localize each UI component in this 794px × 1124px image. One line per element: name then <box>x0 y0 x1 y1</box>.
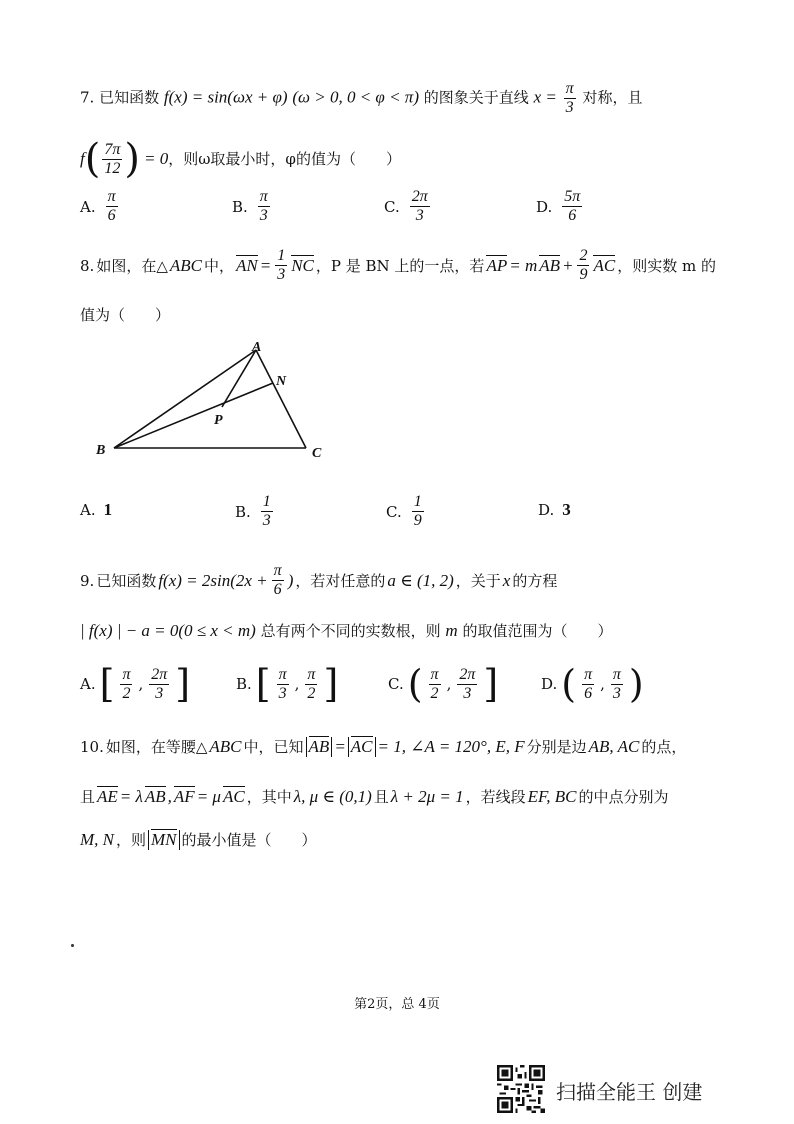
q9-option-a[interactable] <box>80 662 191 706</box>
label-a: A <box>252 340 262 355</box>
q9-option-a-n2: 2π <box>151 665 168 683</box>
q9-option-c-frac1 <box>429 666 441 703</box>
q9-option-d-frac2 <box>611 666 623 703</box>
q9-text-f: 的取值范围为（ ） <box>462 622 613 640</box>
q8-line-2 <box>80 305 170 325</box>
q8-option-c-letter: C. <box>386 502 402 521</box>
q9-option-d-n1: π <box>584 665 593 683</box>
q9-option-a-letter: A. <box>80 675 96 693</box>
q9-option-d-comma: , <box>600 675 605 693</box>
q9-frac-den: 6 <box>273 581 282 598</box>
q7-option-a-den: 6 <box>107 207 116 224</box>
q7-axis-den: 3 <box>565 99 574 116</box>
q7-option-a[interactable] <box>80 188 120 225</box>
q7-option-c-frac <box>410 188 430 225</box>
q9-text-c: ，关于 <box>455 571 501 590</box>
q10-text-i: 的中点分别为 <box>578 788 669 806</box>
q8-text-d: ，则实数 m 的 <box>617 256 716 275</box>
q10-text-f: ，其中 <box>246 788 292 806</box>
q8-option-a[interactable] <box>80 500 112 520</box>
q7-text-a: 已知函数 <box>99 88 160 107</box>
q9-option-c-rbracket: ] <box>483 662 499 706</box>
q7-option-a-letter: A. <box>80 197 96 216</box>
q7-f: f <box>80 149 85 168</box>
q7-option-b[interactable] <box>232 188 272 225</box>
q10-abs-mn <box>148 830 180 850</box>
q10-vec-mn: MN <box>151 830 177 849</box>
q9-option-b-lbracket: [ <box>255 662 271 706</box>
q8-text-a: 如图，在△ <box>96 256 168 275</box>
q7-option-b-den: 3 <box>259 207 268 224</box>
q8-frac-29-den: 9 <box>579 266 588 283</box>
q8-option-b-num: 1 <box>262 493 271 510</box>
q7-option-c-letter: C. <box>384 197 400 216</box>
q7-axis-frac <box>564 80 576 117</box>
q9-option-b-d2: 2 <box>307 684 316 702</box>
q8-option-b-letter: B. <box>235 502 251 521</box>
q9-option-c-comma: , <box>446 675 452 693</box>
q8-line-1 <box>80 247 716 284</box>
q8-option-a-letter: A. <box>80 501 96 519</box>
q7-arg-num: 7π <box>104 140 121 158</box>
q9-option-b-rbracket: ] <box>323 662 339 706</box>
q7-option-d-frac <box>562 188 582 225</box>
q9-text-a: 已知函数 <box>96 571 157 590</box>
q10-vec-ab: AB <box>308 737 330 756</box>
q10-vec-ac2: AC <box>222 787 245 806</box>
q10-eq-sign: = <box>334 737 346 756</box>
q8-text-c: ，P 是 BN 上的一点，若 <box>315 256 485 275</box>
q8-eqm: = m <box>509 255 538 275</box>
q7-number: 7. <box>80 88 95 107</box>
q8-plus: + <box>562 255 574 275</box>
q10-number: 10. <box>80 738 104 756</box>
q7-option-c[interactable] <box>384 188 432 225</box>
q8-option-c[interactable] <box>386 493 426 530</box>
q7-option-b-num: π <box>259 188 268 205</box>
q10-abs-ab <box>306 737 333 757</box>
q9-option-d-d2: 3 <box>612 684 621 702</box>
q7-text-b: 的图象关于直线 <box>423 88 529 107</box>
q9-option-b-comma: , <box>294 675 300 693</box>
q7-option-d[interactable] <box>536 188 584 225</box>
q9-option-a-comma: , <box>138 675 144 693</box>
q9-option-c-d1: 2 <box>430 684 439 702</box>
q8-vec-ap: AP <box>486 255 508 275</box>
q10-abs-ac <box>348 737 376 757</box>
q10-vec-af: AF <box>173 787 195 806</box>
q7-option-a-num: π <box>107 188 116 205</box>
q9-x: x <box>502 570 511 590</box>
q10-vec-ab2: AB <box>144 787 166 806</box>
q9-option-a-rbracket: ] <box>175 662 191 706</box>
q9-m: m <box>445 621 458 640</box>
q10-text-c: 分别是边 <box>526 738 587 756</box>
q9-option-b-n1: π <box>278 665 287 683</box>
label-n: N <box>276 374 287 389</box>
q8-option-a-value: 1 <box>103 500 113 519</box>
q7-axis-num: π <box>565 80 574 97</box>
q8-option-c-den: 9 <box>413 512 422 529</box>
q9-option-d-d1: 6 <box>584 684 593 702</box>
q9-option-b-frac1 <box>277 666 289 703</box>
q7-eq0: = 0 <box>143 149 169 168</box>
page-footer: 第2页，总 4页 <box>354 997 440 1012</box>
label-b: B <box>96 443 106 458</box>
q8-frac-13 <box>275 247 287 284</box>
q8-number: 8. <box>80 256 95 275</box>
q8-frac-29 <box>577 247 589 284</box>
q8-option-d-value: 3 <box>562 500 571 519</box>
q9-option-b-n2: π <box>307 665 316 683</box>
q10-vec-ae: AE <box>97 787 118 806</box>
scanner-watermark: 扫描全能王 创建 <box>556 1080 703 1104</box>
q9-option-c-lbracket: ( <box>407 662 423 706</box>
q7-line-1 <box>80 80 642 117</box>
q8-option-c-num: 1 <box>413 493 422 510</box>
q8-text-b: 中， <box>203 256 234 275</box>
q9-text-b: ，若对任意的 <box>295 571 386 590</box>
edge-ac <box>256 350 306 448</box>
q8-frac-13-num: 1 <box>277 247 286 264</box>
q7-option-b-letter: B. <box>232 197 248 216</box>
q10-text-a: 如图，在等腰△ <box>105 738 208 756</box>
q7-option-d-den: 6 <box>568 207 577 224</box>
q10-eq2: = μ <box>196 787 221 806</box>
q8-text-e: 值为（ ） <box>80 306 171 324</box>
q9-option-a-lbracket: [ <box>99 662 115 706</box>
q8-vec-ab: AB <box>539 255 560 275</box>
q9-option-d-frac1 <box>582 666 594 703</box>
q9-line-2 <box>80 621 612 641</box>
q7-arg-den: 12 <box>104 159 121 177</box>
q9-text-e: 总有两个不同的实数根，则 <box>260 622 441 640</box>
q9-option-d[interactable] <box>541 662 644 706</box>
q9-option-d-rbracket: ) <box>628 662 644 706</box>
q10-line-3 <box>80 830 317 850</box>
q7-paren-r: ) <box>124 136 140 182</box>
q7-text-c: 对称，且 <box>582 88 643 107</box>
q9-close: ) <box>287 570 294 590</box>
q9-number: 9. <box>80 571 95 590</box>
q8-eq: = <box>259 255 272 275</box>
q10-sides: AB, AC <box>588 737 640 756</box>
q9-acond: a ∈ (1, 2) <box>387 570 454 590</box>
q9-option-b-d1: 3 <box>278 684 287 702</box>
q7-paren-l: ( <box>84 136 101 182</box>
q10-segs: EF, BC <box>527 787 577 806</box>
q10-line-2 <box>80 787 668 807</box>
q7-arg-frac <box>102 141 122 178</box>
label-c: C <box>312 446 322 461</box>
q9-option-b-frac2 <box>305 666 317 703</box>
q10-text-k: 的最小值是（ ） <box>181 831 317 849</box>
q7-cond: (ω > 0, 0 < φ < π) <box>292 87 419 107</box>
label-p: P <box>214 413 223 428</box>
q9-text-d: 的方程 <box>512 571 558 590</box>
q10-text-h: ，若线段 <box>465 788 526 806</box>
q8-frac-29-num: 2 <box>579 247 588 264</box>
q10-line-1 <box>80 737 686 757</box>
q10-text-e: 且 <box>80 788 96 806</box>
q7-axis: x = <box>533 87 557 107</box>
q8-option-d[interactable] <box>538 500 571 520</box>
q8-frac-13-den: 3 <box>277 266 286 283</box>
q7-option-c-num: 2π <box>411 188 428 205</box>
q7-option-d-num: 5π <box>564 188 581 205</box>
q9-frac-pi6 <box>272 562 284 599</box>
q9-option-c-n2: 2π <box>459 665 476 683</box>
q10-text-j: ，则 <box>116 831 147 849</box>
q9-option-a-n1: π <box>122 665 131 683</box>
q10-abc: ABC <box>209 737 242 756</box>
q9-frac-num: π <box>273 562 282 579</box>
q7-option-d-letter: D. <box>536 197 553 216</box>
q7-option-b-frac <box>258 188 270 225</box>
stray-mark <box>71 944 74 947</box>
q9-option-d-n2: π <box>612 665 621 683</box>
q8-triangle-figure <box>90 338 340 468</box>
q8-abc: ABC <box>169 255 202 275</box>
q9-option-a-d2: 3 <box>155 684 164 702</box>
qr-code-icon <box>497 1065 545 1113</box>
q9-option-c-d2: 3 <box>463 684 472 702</box>
q10-comma: , <box>167 787 172 806</box>
q10-mn-points: M, N <box>80 830 114 849</box>
q7-func: f(x) = sin(ωx + φ) <box>163 87 288 107</box>
q9-option-a-frac1 <box>120 666 132 703</box>
q8-vec-nc: NC <box>291 255 314 275</box>
q8-vec-an: AN <box>235 255 258 275</box>
q10-text-g: 且 <box>373 788 389 806</box>
q9-option-d-lbracket: ( <box>561 662 577 706</box>
q9-option-c-letter: C. <box>388 675 404 693</box>
q9-option-a-d1: 2 <box>122 684 131 702</box>
q9-func: f(x) = 2sin(2x + <box>158 570 268 590</box>
q8-option-c-frac <box>412 493 424 530</box>
q7-line-2 <box>80 136 401 182</box>
q10-sum: λ + 2μ = 1 <box>390 787 464 806</box>
q10-vec-ac: AC <box>350 737 373 756</box>
q9-option-c-frac2 <box>457 666 477 703</box>
segment-ap <box>222 350 256 407</box>
q7-text-d: ，则ω取最小时，φ的值为（ ） <box>168 150 401 168</box>
q9-option-b-letter: B. <box>236 675 252 693</box>
q9-option-a-frac2 <box>149 666 169 703</box>
q9-option-c[interactable] <box>388 662 499 706</box>
q9-option-c-n1: π <box>430 665 439 683</box>
q9-option-b[interactable] <box>236 662 339 706</box>
q7-option-a-frac <box>106 188 118 225</box>
q9-equation: | f(x) | − a = 0(0 ≤ x < m) <box>80 621 256 640</box>
q10-range: λ, μ ∈ (0,1) <box>293 787 372 806</box>
q8-option-d-letter: D. <box>538 501 555 519</box>
q8-option-b[interactable] <box>235 493 275 530</box>
q10-text-b: 中，已知 <box>243 738 304 756</box>
q9-line-1 <box>80 562 557 599</box>
q8-option-b-frac <box>261 493 273 530</box>
q8-option-b-den: 3 <box>262 512 271 529</box>
q7-option-c-den: 3 <box>415 207 424 224</box>
q9-option-d-letter: D. <box>541 675 558 693</box>
q8-vec-ac: AC <box>593 255 616 275</box>
q10-cond: = 1, ∠A = 120°, E, F <box>377 737 525 756</box>
q10-eq1: = λ <box>119 787 143 806</box>
q10-text-d: 的点， <box>641 738 687 756</box>
